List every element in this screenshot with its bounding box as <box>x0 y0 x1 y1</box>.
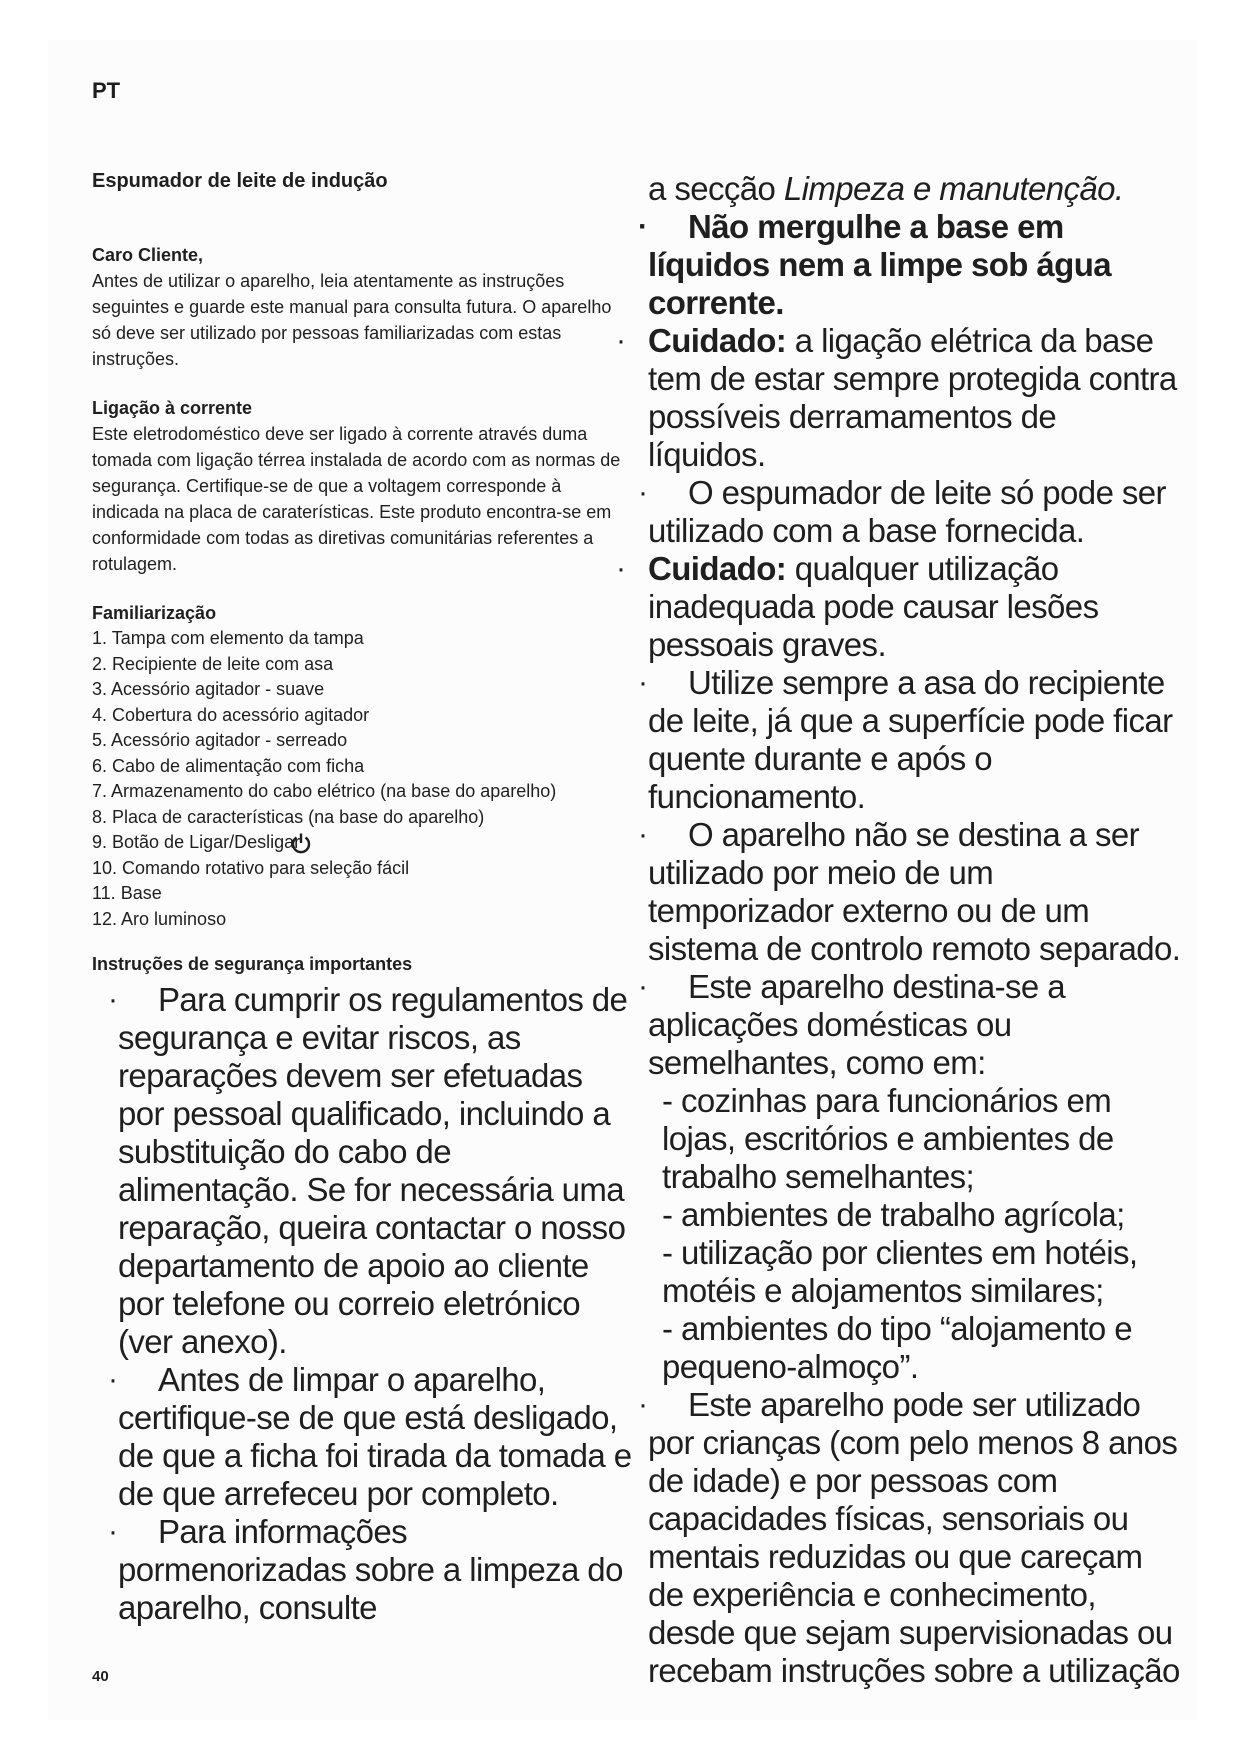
language-code: PT <box>92 78 121 103</box>
cont-italic: Limpeza e manutenção. <box>783 170 1124 207</box>
cont-prefix: a secção <box>648 170 784 207</box>
safety-bullet: · Este aparelho pode ser utilizado por crianças (com pelo menos 8 anos de idade) e por pessoas com capacidades físicas, sensoriais ou mentais reduzidas ou que careçam de experiência e conhecimento, desde que sejam supervisionadas ou recebam instruções sobre a utilização <box>638 1386 1180 1689</box>
list-item: 4. Cobertura do acessório agitador <box>92 704 370 725</box>
list-item: 2. Recipiente de leite com asa <box>92 653 334 674</box>
parts-list <box>92 626 632 932</box>
list-item: 1. Tampa com elemento da tampa <box>92 628 364 648</box>
bullet-text: O espumador de leite só pode ser utilizado com a base fornecida. <box>648 474 1166 549</box>
power-icon <box>316 832 338 854</box>
sub-item: - ambientes do tipo “alojamento e pequeno-almoço”. <box>662 1310 1132 1385</box>
safety-bullet: · Utilize sempre a asa do recipiente de leite, já que a superfície pode ficar quente durante e após o funcionamento. <box>638 664 1173 815</box>
page-number: 40 <box>92 1668 109 1685</box>
list-item: 3. Acessório agitador - suave <box>92 679 325 699</box>
caution-bullet: · Cuidado: a ligação elétrica da base tem de estar sempre protegida contra possíveis derramamentos de líquidos. <box>616 322 1177 473</box>
sub-item: - ambientes de trabalho agrícola; <box>662 1196 1125 1233</box>
bullet-text: Para informações pormenorizadas sobre a limpeza do aparelho, consulte <box>118 1513 623 1626</box>
continued-text <box>622 170 1182 208</box>
list-item: 11. Base <box>92 883 162 903</box>
power-heading: Ligação à corrente <box>92 398 253 418</box>
caution-bullet: · Cuidado: qualquer utilização inadequada pode causar lesões pessoais graves. <box>616 550 1099 663</box>
list-item-label: 9. Botão de Ligar/Desligar <box>92 832 301 852</box>
bullet-text: Este aparelho destina-se a aplicações domésticas ou semelhantes, como em: <box>648 968 1065 1081</box>
list-item-power <box>92 830 632 856</box>
bullet-text: qualquer utilização inadequada pode causar lesões pessoais graves. <box>648 550 1099 663</box>
safety-bullet: · Para informações pormenorizadas sobre a limpeza do aparelho, consulte <box>108 1513 623 1626</box>
bullet-text: Utilize sempre a asa do recipiente de leite, já que a superfície pode ficar quente durante e após o funcionamento. <box>648 664 1173 815</box>
safety-bullet: · O espumador de leite só pode ser utilizado com a base fornecida. <box>638 474 1166 549</box>
safety-heading: Instruções de segurança importantes <box>92 954 413 974</box>
sub-item: - cozinhas para funcionários em lojas, escritórios e ambientes de trabalho semelhantes; <box>662 1082 1114 1195</box>
safety-bullet: · Este aparelho destina-se a aplicações domésticas ou semelhantes, como em: <box>638 968 1065 1081</box>
left-column <box>92 170 632 1627</box>
list-item: 5. Acessório agitador - serreado <box>92 730 348 750</box>
power-text: Este eletrodoméstico deve ser ligado à corrente através duma tomada com ligação térrea instalada de acordo com as normas de segurança. Certifique-se de que a voltagem corresponde à indicada na placa de caraterísticas. Este produto encontra-se em conformidade com todas as diretivas comunitárias referentes a rotulagem. <box>92 424 621 574</box>
caution-label: Cuidado: <box>648 322 787 359</box>
bullet-text: O aparelho não se destina a ser utilizado por meio de um temporizador externo ou de um sistema de controlo remoto separado. <box>648 816 1181 967</box>
list-item: 6. Cabo de alimentação com ficha <box>92 755 365 776</box>
list-item: 10. Comando rotativo para seleção fácil <box>92 857 410 878</box>
safety-list-left <box>92 981 632 1627</box>
document-title: Espumador de leite de indução <box>92 170 388 192</box>
safety-bullet: · Antes de limpar o aparelho, certifique-se de que está desligado, de que a ficha foi tirada da tomada e de que arrefeceu por completo. <box>108 1361 632 1512</box>
greeting: Caro Cliente, <box>92 245 204 265</box>
list-item: 8. Placa de características (na base do aparelho) <box>92 806 485 827</box>
bullet-text: Não mergulhe a base em líquidos nem a limpe sob água corrente. <box>648 208 1112 321</box>
list-item: 7. Armazenamento do cabo elétrico (na base do aparelho) <box>92 781 557 801</box>
bullet-text: Para cumprir os regulamentos de segurança e evitar riscos, as reparações devem ser efetuadas por pessoal qualificado, incluindo a substituição do cabo de alimentação. Se for necessária uma reparação, queira contactar o nosso departamento de apoio ao cliente por telefone ou correio eletrónico (ver anexo). <box>118 981 628 1360</box>
bullet-text: Este aparelho pode ser utilizado por crianças (com pelo menos 8 anos de idade) e por pessoas com capacidades físicas, sensoriais ou mentais reduzidas ou que careçam de experiência e conhecimento, desde que sejam supervisionadas ou recebam instruções sobre a utilização <box>648 1386 1180 1689</box>
list-item: 12. Aro luminoso <box>92 908 227 929</box>
sub-item: - utilização por clientes em hotéis, motéis e alojamentos similares; <box>662 1234 1138 1309</box>
right-column <box>616 170 1182 1690</box>
safety-bullet: · Para cumprir os regulamentos de segurança e evitar riscos, as reparações devem ser efetuadas por pessoal qualificado, incluindo a substituição do cabo de alimentação. Se for necessária uma reparação, queira contactar o nosso departamento de apoio ao cliente por telefone ou correio eletrónico (ver anexo). <box>108 981 628 1360</box>
usage-sublist <box>622 1082 1182 1386</box>
bullet-text: a ligação elétrica da base tem de estar sempre protegida contra possíveis derramamentos de líquidos. <box>648 322 1177 473</box>
safety-bullet: · O aparelho não se destina a ser utilizado por meio de um temporizador externo ou de um sistema de controlo remoto separado. <box>638 816 1181 967</box>
intro-text: Antes de utilizar o aparelho, leia atentamente as instruções seguintes e guarde este manual para consulta futura. O aparelho só deve ser utilizado por pessoas familiarizadas com estas instruções. <box>92 271 612 369</box>
bullet-text: Antes de limpar o aparelho, certifique-se de que está desligado, de que a ficha foi tirada da tomada e de que arrefeceu por completo. <box>118 1361 632 1512</box>
caution-label: Cuidado: <box>648 550 787 587</box>
bold-bullet: · Não mergulhe a base em líquidos nem a limpe sob água corrente. <box>638 208 1112 321</box>
familiarization-heading: Familiarização <box>92 603 217 623</box>
